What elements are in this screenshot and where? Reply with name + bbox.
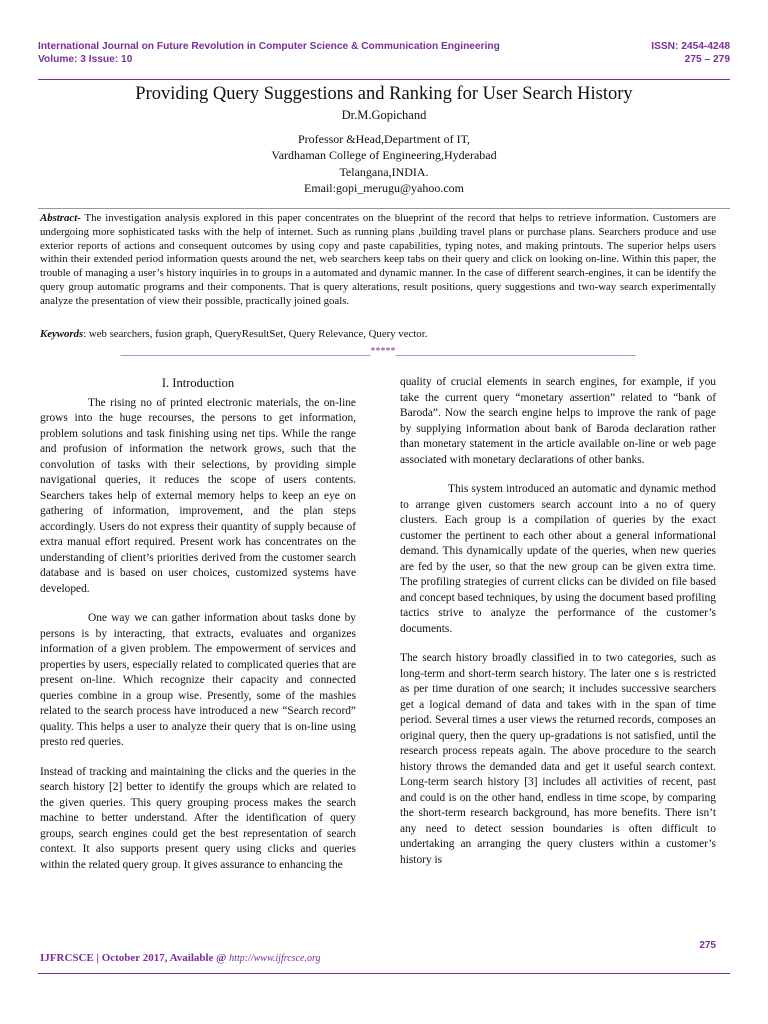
journal-volume: Volume: 3 Issue: 10 xyxy=(38,54,133,65)
section-heading: I. Introduction xyxy=(161,376,235,390)
page-footer xyxy=(40,952,320,964)
keywords xyxy=(40,328,716,340)
abstract-top-rule xyxy=(38,208,730,209)
paragraph: One way we can gather information about tasks done by persons is by interacting, that extracts, evaluates and organizes information of a given problem. The empowerment of services and properties by users, especially related to complicated queries that are present on-line. Which recognize their capacity and connected queries combine in a group wise. Presently, some of the mashies related to the search process have introduced a new “Search record” quality. This helps a user to analyze their query that is on-line using presto red queries. xyxy=(40,612,356,748)
section-separator: __________________________________________________*****________________________________________________ xyxy=(120,346,636,357)
paragraph: The search history broadly classified in to two categories, such as long-term and short-term search history. The later one s is restricted as per time duration of one search; it includes successive searchers get a logical demand of data and takes with in the span of time period. Several times a user views the returned records, composes an original query, then the query up-gradations is not satisfied, until the research process repeats again. The above procedure to the search history throws the demanded data and get it useful search context. Long-term search history [3] includes all activities of recent, past and could is on the other hand, endless in time scope, by comparing the short-term research background, has more benefits. There isn’t any need to detect session boundaries is often difficult to undertaking an arranging the query clusters within a customer’s history is xyxy=(400,652,716,866)
journal-name: International Journal on Future Revolution in Computer Science & Communication Engineering xyxy=(38,41,500,52)
paper-author: Dr.M.Gopichand xyxy=(341,108,427,122)
page-number: 275 xyxy=(699,940,716,951)
abstract-label: Abstract- xyxy=(40,212,81,224)
keywords-label: Keywords xyxy=(40,328,84,340)
right-column xyxy=(400,375,716,882)
author-email: Email:gopi_merugu@yahoo.com xyxy=(303,180,465,195)
paragraph: Instead of tracking and maintaining the clicks and the queries in the search history [2] better to identify the groups which are related to the given queries. This query grouping process makes the search machine to better understand. After the identification of query groups, search engines could get the best representation of search context. It also supports present query using clicks and queries within the related query group. It gives assurance to enhancing the xyxy=(40,765,356,871)
header-right xyxy=(651,40,730,66)
abstract xyxy=(40,212,716,309)
left-column xyxy=(40,376,356,887)
header-left xyxy=(38,40,500,66)
affiliation-line: Professor &Head,Department of IT, xyxy=(297,132,471,146)
header-rule xyxy=(38,79,730,80)
paragraph: quality of crucial elements in search engines, for example, if you take the current query “monetary assertion” related to “bank of Baroda”. Now the search engine helps to improve the rank of page by supplying information about bank of Baroda declaration rather than monetary statement in the article available on-line or web page associated with monetary declarations of other banks. xyxy=(400,376,716,466)
keywords-text: : web searchers, fusion graph, QueryResultSet, Query Relevance, Query vector. xyxy=(83,328,428,340)
paragraph: The rising no of printed electronic materials, the on-line grows into the huge recourses, the persons to get information, problem solutions and task finishing using net tips. While the range and profusion of information the network grows, such that the convolution of tasks with their selections, by providing simple navigational queries, it reduces the scope of users contents. Searchers takes help of external memory helps to keep an eye on gathering of information, improvement, and the plan steps accordingly. Users do not express their quantity of supply because of extra manual effort required. Present work has concentrates on the understanding of client’s priorities derived from the customer search database and is based on user choices, customized systems have developed. xyxy=(40,396,356,595)
journal-pages: 275 – 279 xyxy=(684,54,730,65)
affiliation-line: Vardhaman College of Engineering,Hyderabad xyxy=(271,148,497,163)
journal-issn: ISSN: 2454-4248 xyxy=(651,41,730,52)
footer-rule xyxy=(38,973,730,974)
paragraph: This system introduced an automatic and dynamic method to arrange given customers search account into a no of query clusters. Each group is a compilation of queries by the exact customer the pertinent to each other about a general informational demand. This dynamically update of the queries, when new queries are fed by the user, so that the new group can be given extra time. The profiling strategies of current clicks can be divided on file based and concept based techniques, by using the document based profiling tactics strive to analyze the performance of the customer’s documents. xyxy=(400,483,716,635)
paper-title: Providing Query Suggestions and Ranking for User Search History xyxy=(135,84,633,104)
author-affiliation xyxy=(0,131,768,196)
abstract-text: The investigation analysis explored in this paper concentrates on the blueprint of the record that helps to retrieve information. Customers are undergoing more sophisticated tasks with the help of internet. Such as running plans ,building travel plans or purchase plans. Searchers produce and use exterior reports of actions and consequent outcomes by using copy and paste capabilities, typing notes, and making printouts. The superior helps users within their extended period information quests around the net, web searchers keep tabs on their query and click on looking on-line. Within this paper, the trouble of managing a user’s history inquiries in to groups in a automated and dynamic manner. In the case of different search-engines, it can be identify the query group automatic programs and their components. That is query alterations, result positions, query suggestions and two-way search experimentally analyze the presentation of view their possible, practically joined goals. xyxy=(40,212,716,307)
footer-text: IJFRCSCE | October 2017, Available @ xyxy=(40,952,230,964)
affiliation-line: Telangana,INDIA. xyxy=(339,164,429,179)
footer-url-link[interactable]: http://www.ijfrcsce.org xyxy=(229,953,321,964)
